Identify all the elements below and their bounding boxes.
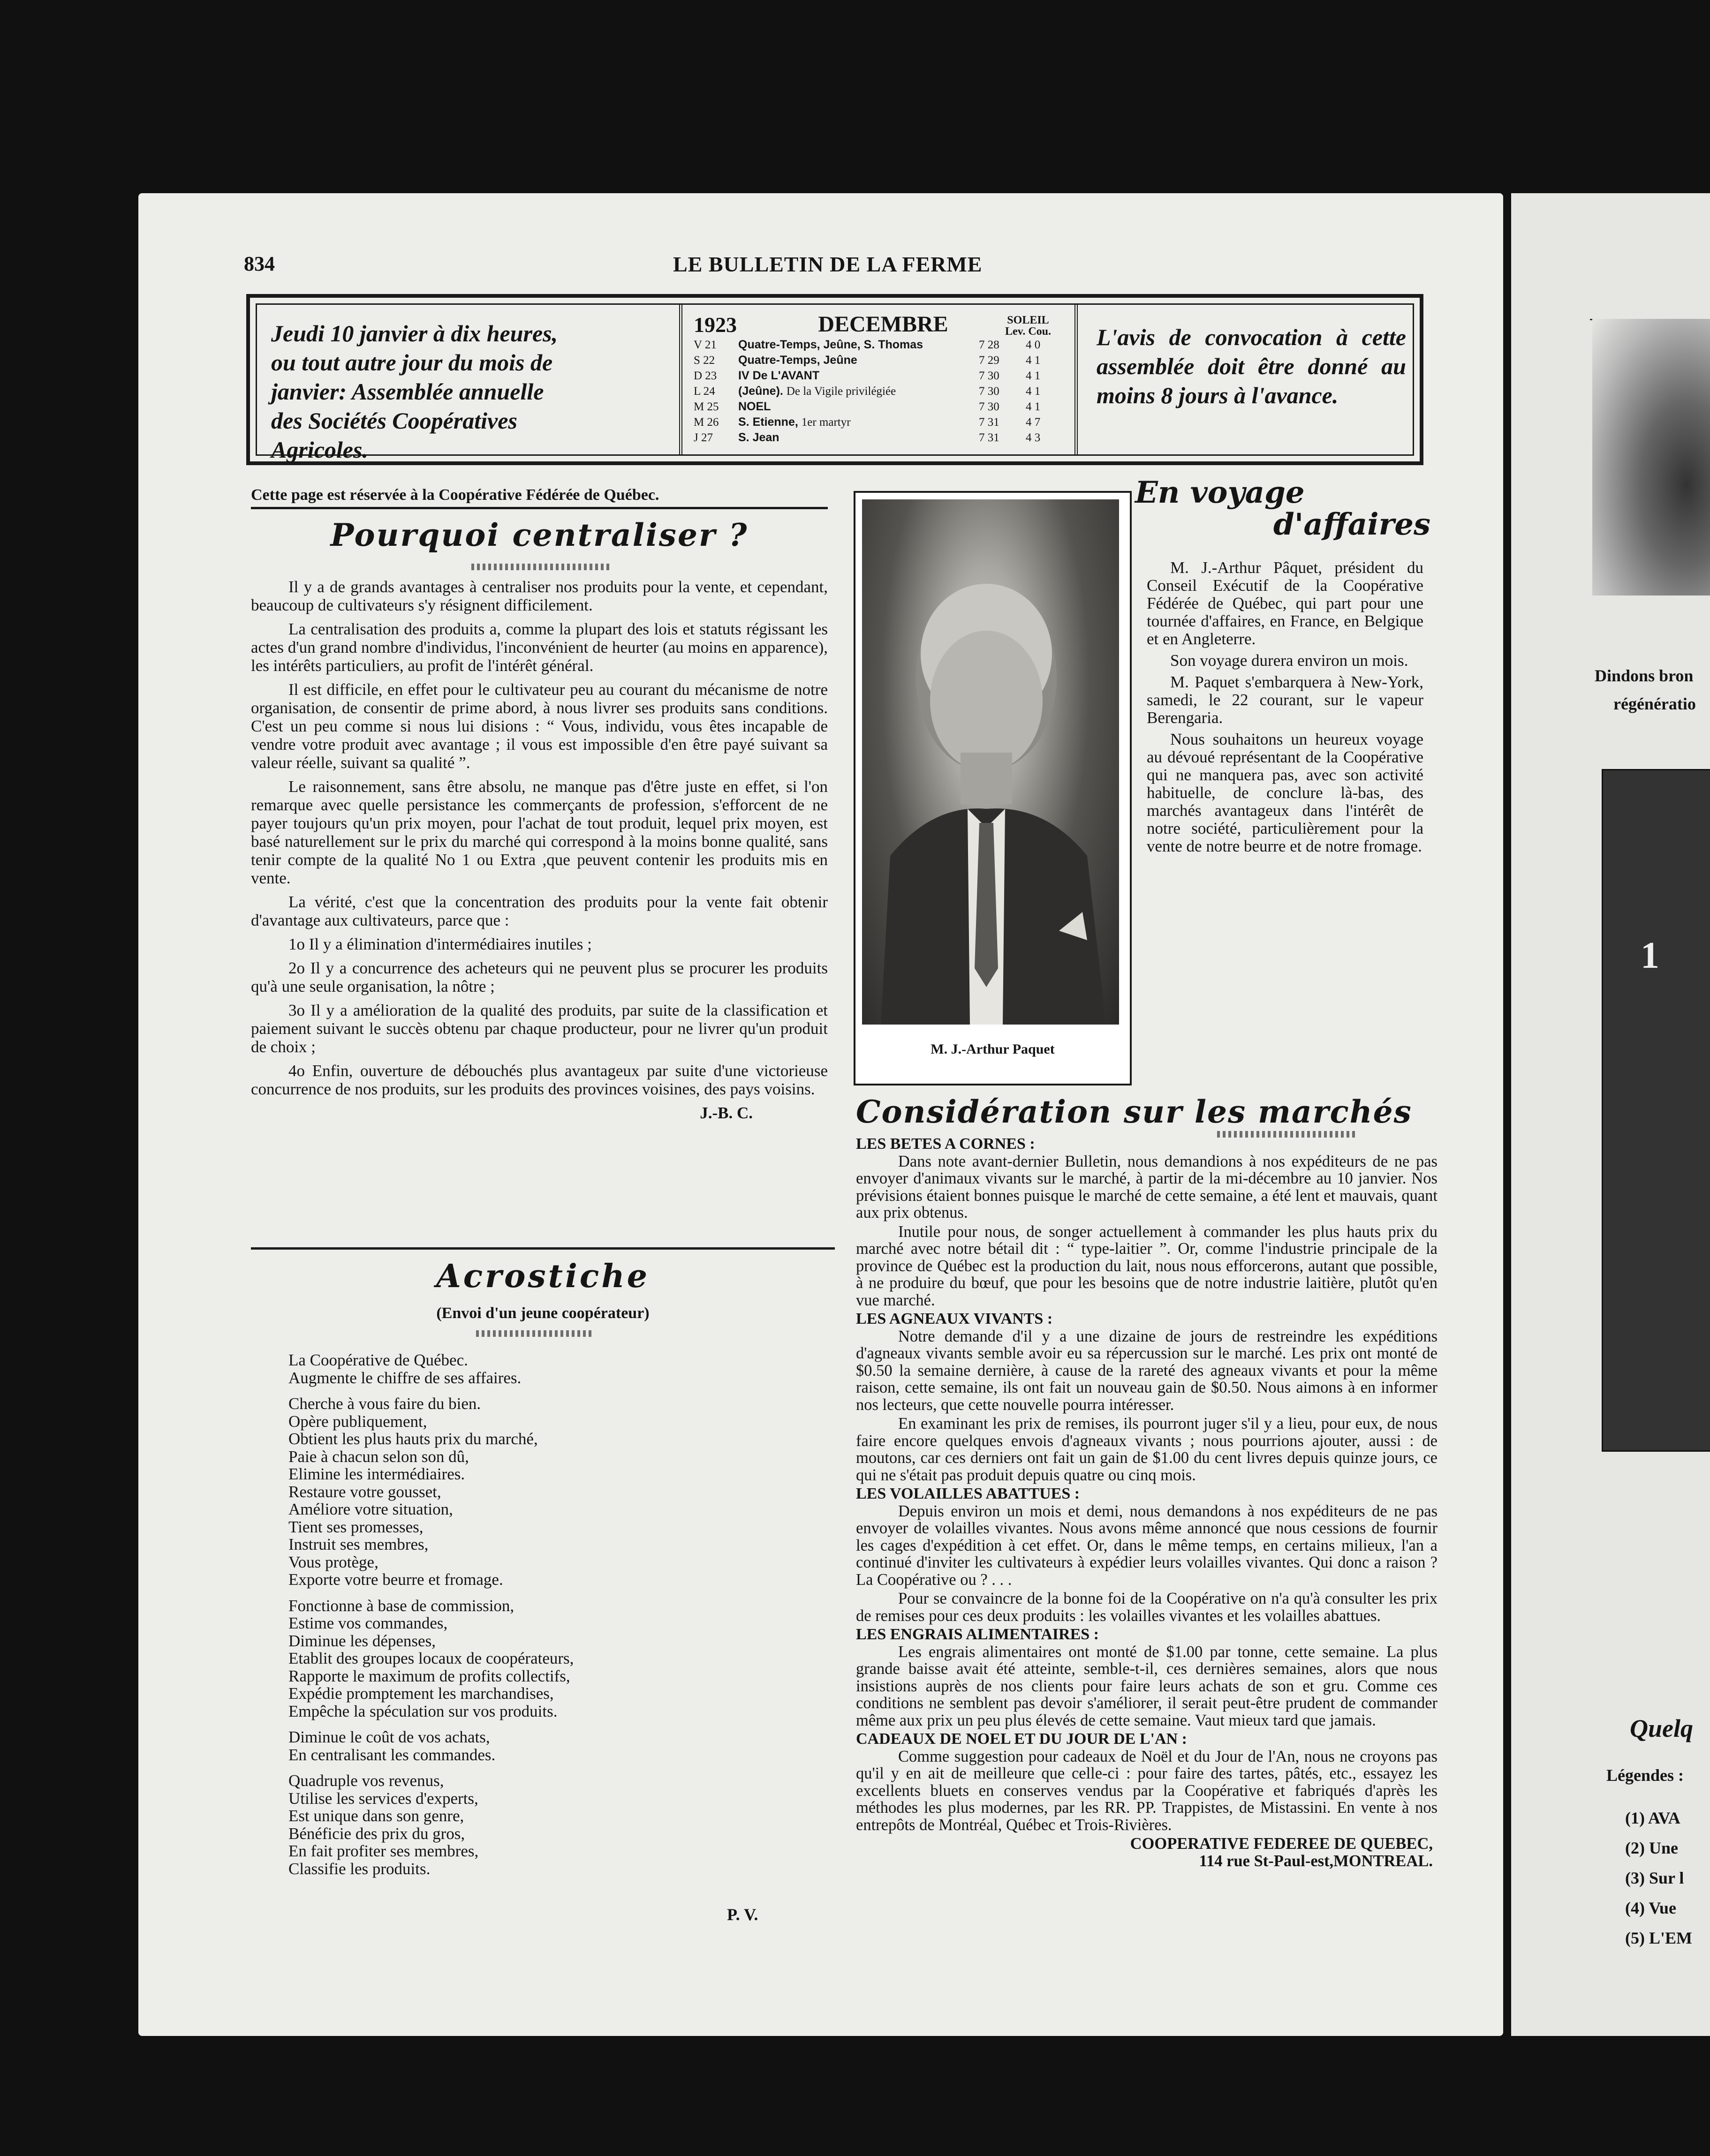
calendar-row [694, 430, 1063, 445]
poem-line: Elimine les intermédiaires. [288, 1465, 465, 1483]
calendar-feast-name: Quatre-Temps, Jeûne [738, 354, 857, 367]
calendar-feast [738, 399, 979, 415]
voyage-paragraph: M. Paquet s'embarquera à New-York, samedi, le 22 courant, sur le vapeur Berengaria. [1147, 673, 1423, 727]
announcement-box-inner [256, 303, 1414, 463]
calendar-feast-name: S. Jean [738, 431, 779, 444]
calendar-feast-note: 1er martyr [801, 416, 851, 429]
calendar-row [694, 337, 1063, 353]
calendar-feast [738, 430, 979, 445]
portrait-figure [862, 499, 1119, 1025]
calendar-feast [738, 415, 979, 430]
adjacent-caption-line2: régénératio [1613, 694, 1696, 713]
market-paragraph: En examinant les prix de remises, ils pourront juger s'il y a lieu, pour eux, de nous faire encore quelques envois d'agneaux vivants ; nous pourrions ajouter, aussi : de moutons, car ces derniers ont fait un gain de $1.00 du cent livres depuis quinze jours, ce qui ne s'était pas produit depuis quatre ou cinq mois. [856, 1415, 1438, 1484]
publication-title: LE BULLETIN DE LA FERME [673, 252, 983, 276]
article-paragraph: Il est difficile, en effet pour le cultivateur peu au courant du mécanisme de notre organisation, de consentir de prime abord, à nous livrer ses produits sans conditions. C'est un peu comme si nous lui disions : “ Vous, individu, vous êtes incapable de vendre votre produit avec avantage ; il vous est impossible d'en être payé suivant sa valeur réelle, suivant sa qualité ”. [251, 680, 828, 772]
article-paragraph: Le raisonnement, sans être absolu, ne manque pas d'être juste en effet, si l'on remarque avec quelle persistance les commerçants de profession, s'efforcent de ne payer toujours qu'un prix moyen, pour l'achat de tout produit, lequel prix moyen, est basé naturellement sur le prix du marché qui correspond à la moins bonne qualité, sans tenir compte de la qualité No 1 ou Extra ,que peuvent contenir les produits mis en vente. [251, 777, 828, 887]
acrostiche-title: Acrostiche [436, 1258, 650, 1295]
calendar-sunset: 4 1 [1026, 354, 1041, 367]
page-number: 834 [244, 252, 275, 275]
calendar-sunset: 4 1 [1026, 400, 1041, 413]
turkey-illustration [1592, 319, 1710, 596]
acrostiche-signature: P. V. [727, 1905, 758, 1924]
poem-line: En centralisant les commandes. [288, 1745, 496, 1764]
calendar-day: M 25 [694, 400, 719, 413]
poem-line: Fonctionne à base de commission, [288, 1596, 515, 1615]
poem-line: Etablit des groupes locaux de coopérateurs, [288, 1649, 574, 1667]
poem-line: Tient ses promesses, [288, 1517, 424, 1536]
poem-stanza [288, 1772, 804, 1877]
article-paragraph: Il y a de grands avantages à centraliser nos produits pour la vente, et cependant, beaucoup de cultivateurs s'y résignent difficilement. [251, 578, 828, 614]
portrait-caption: M. J.-Arthur Paquet [931, 1041, 1055, 1057]
legend-item: (5) L'EM [1625, 1929, 1692, 1947]
poem-line: Diminue le coût de vos achats, [288, 1728, 490, 1746]
portrait-photo [854, 491, 1132, 1086]
poem-stanza [288, 1597, 804, 1720]
poem-stanza [288, 1395, 804, 1589]
acrostiche-subtitle: (Envoi d'un jeune coopérateur) [436, 1304, 650, 1322]
calendar-day: S 22 [694, 354, 715, 367]
calendar-sunset: 4 3 [1026, 431, 1041, 444]
calendar-year: 1923 [694, 313, 737, 337]
calendar-feast [738, 337, 979, 353]
calendar-sunrise: 7 30 [979, 369, 999, 382]
calendar-feast [738, 384, 979, 399]
market-paragraph: Les engrais alimentaires ont monté de $1.00 par tonne, cette semaine. La plus grande baisse avait été atteinte, semble-t-il, ces dernières semaines, alors que nous insistions auprès de nos clients pour faire leurs achats de son et gru. Comme ces conditions ne semblent pas devoir s'améliorer, il serait peut-être prudent de commander même aux prix un peu plus élevés de cette semaine. Vaut mieux tard que jamais. [856, 1643, 1438, 1729]
article-title-centraliser: Pourquoi centraliser ? [330, 517, 749, 553]
calendar-row [694, 368, 1063, 384]
poem-line: Opère publiquement, [288, 1412, 427, 1431]
calendar-month: DECEMBRE [818, 312, 948, 337]
calendar-header [694, 311, 1063, 337]
poem-line: Augmente le chiffre de ses affaires. [288, 1368, 522, 1387]
article-paragraph: 4o Enfin, ouverture de débouchés plus avantageux par suite d'une victorieuse concurrence de nos produits, sur les produits des provinces voisines, des pays voisins. [251, 1062, 828, 1098]
title-ornament [471, 564, 612, 570]
calendar-feast [738, 368, 979, 384]
poem-line: Quadruple vos revenus, [288, 1772, 444, 1790]
poem-line: Cherche à vous faire du bien. [288, 1395, 481, 1413]
calendar-day: L 24 [694, 385, 715, 398]
article-paragraph: La centralisation des produits a, comme la plupart des lois et statuts régissant les actes d'un grand nombre d'individus, l'inconvénient de heurter (au moins en apparence), les intérêts particuliers, au profit de l'intérêt général. [251, 620, 828, 675]
article-paragraph: 3o Il y a amélioration de la qualité des produits, par suite de la classification et paiement suivant le succès obtenu par chaque producteur, pour ne livrer qu'un produit de choix ; [251, 1001, 828, 1056]
poem-line: Améliore votre situation, [288, 1500, 453, 1518]
convocation-notice: L'avis de convocation à cette assemblée doit être donné au moins 8 jours à l'avance. [1097, 324, 1406, 408]
calendar-row [694, 399, 1063, 415]
marches-article [856, 1136, 1438, 1870]
adjacent-photo-strip [1602, 769, 1710, 1452]
cooperative-address: 114 rue St-Paul-est,MONTREAL. [1199, 1852, 1433, 1870]
voyage-title [1135, 477, 1430, 541]
voyage-article [1147, 559, 1423, 859]
market-paragraph: Dans note avant-dernier Bulletin, nous demandions à nos expéditeurs de ne pas envoyer d'animaux vivants sur le marché, à partir de la mi-décembre au 10 janvier. Nos prévisions étaient bonnes puisque le marché de cette semaine, a été lent et mauvais, quant aux prix obtenus. [856, 1152, 1438, 1221]
legend-item: (4) Vue [1625, 1899, 1677, 1917]
portrait-image [862, 499, 1119, 1025]
acrostiche-ornament [476, 1330, 593, 1337]
poem-line: Vous protège, [288, 1553, 378, 1571]
poem-line: Classifie les produits. [288, 1859, 431, 1878]
legend-item: (3) Sur l [1625, 1869, 1684, 1887]
market-section-heading: LES ENGRAIS ALIMENTAIRES : [856, 1626, 1099, 1643]
market-paragraph: Inutile pour nous, de songer actuellement à commander les plus hauts prix du marché avec notre bétail dit : “ type-laitier ”. Or, comme l'industrie principale de la province de Québec est la production du lait, nous nous efforcerons, autant que possible, à ne produire du bœuf, que pour les besoins que de notre industrie laitière, plutôt qu'en vue marché. [856, 1222, 1438, 1309]
market-paragraph: Depuis environ un mois et demi, nous demandons à nos expéditeurs de ne pas envoyer de volailles vivantes. Nous avons même annoncé que nous cessions de fournir les cages d'expédition à cet effet. Or, dans le même temps, en certains milieux, l'an a continué d'inviter les cultivateurs à expédier leurs volailles vivantes. Qui donc a raison ? La Coopérative ou ? . . . [856, 1502, 1438, 1589]
calendar-box [679, 305, 1078, 454]
poem-line: Instruit ses membres, [288, 1535, 429, 1553]
poem-stanza [288, 1728, 804, 1764]
legend-label: Légendes : [1606, 1766, 1684, 1785]
marches-title: Considération sur les marchés [856, 1093, 1412, 1130]
section-divider [251, 1247, 835, 1250]
calendar-row [694, 415, 1063, 430]
voyage-paragraph: Nous souhaitons un heureux voyage au dévoué représentant de la Coopérative qui ne manquera pas, avec son activité habituelle, de conclure là-bas, des marchés avantageux dans l'intérêt de notre société, particulièrement pour la vente de notre beurre et de notre fromage. [1147, 730, 1423, 855]
calendar-sunset: 4 7 [1026, 416, 1041, 429]
sun-columns: Lev. Cou. [1005, 325, 1051, 338]
poem-line: Exporte votre beurre et fromage. [288, 1570, 503, 1589]
poem-line: Restaure votre gousset, [288, 1482, 441, 1501]
market-section-heading: CADEAUX DE NOEL ET DU JOUR DE L'AN : [856, 1730, 1187, 1748]
announcement-box [246, 294, 1423, 465]
market-section-heading: LES VOLAILLES ABATTUES : [856, 1485, 1080, 1502]
adjacent-section-title: Quelq [1630, 1714, 1693, 1742]
poem-line: Est unique dans son genre, [288, 1807, 464, 1825]
article-centraliser-body [251, 578, 828, 1098]
cooperative-name: COOPERATIVE FEDEREE DE QUEBEC, [1130, 1835, 1433, 1853]
voyage-paragraph: Son voyage durera environ un mois. [1170, 651, 1408, 670]
market-paragraph: Comme suggestion pour cadeaux de Noël et du Jour de l'An, nous ne croyons pas qu'il y en ait de meilleure que celle-ci : pour faire des tartes, pâtés, etc., essayez les excellents bluets en conserves vendus par la Coopérative et fabriqués d'après les méthodes les plus modernes, par les RR. PP. Trappistes, de Mistassini. En vente à nos entrepôts de Montréal, Québec et Trois-Rivières. [856, 1747, 1438, 1834]
poem-line: Utilise les services d'experts, [288, 1789, 478, 1808]
calendar-day: M 26 [694, 416, 719, 429]
calendar-rows [694, 337, 1063, 445]
calendar-sunrise: 7 29 [979, 354, 999, 367]
calendar-day: J 27 [694, 431, 713, 444]
poem-line: La Coopérative de Québec. [288, 1351, 468, 1369]
acrostiche-poem [288, 1351, 804, 1886]
adjacent-caption-line1: Dindons bron [1595, 666, 1694, 685]
calendar-feast [738, 353, 979, 368]
article-paragraph: 1o Il y a élimination d'intermédiaires inutiles ; [288, 935, 592, 953]
poem-line: Expédie promptement les marchandises, [288, 1684, 554, 1703]
voyage-title-line1: En voyage [1135, 475, 1305, 510]
calendar-row [694, 353, 1063, 368]
calendar-sunrise: 7 31 [979, 416, 999, 429]
legend-item: (2) Une [1625, 1839, 1678, 1857]
calendar-feast-name: Quatre-Temps, Jeûne, S. Thomas [738, 338, 923, 351]
calendar-sunset: 4 0 [1026, 339, 1041, 351]
calendar-feast-name: (Jeûne). [738, 384, 783, 398]
calendar-day: D 23 [694, 369, 717, 382]
market-paragraph: Notre demande d'il y a une dizaine de jours de restreindre les expéditions d'agneaux vivants semble avoir eu sa répercussion sur le marché. Les prix ont monté de $0.50 la semaine dernière, à cause de la rareté des agneaux vivants et pour la même raison, cette semaine, ils ont fait un nouveau gain de $0.50. Nous aimons à en informer nos lecteurs, que cette nouvelle pourra intéresser. [856, 1327, 1438, 1414]
voyage-paragraph: M. J.-Arthur Pâquet, président du Conseil Exécutif de la Coopérative Fédérée de Québec, qui part pour une tournée d'affaires, en France, en Belgique et en Angleterre. [1147, 558, 1423, 648]
marches-sections [856, 1136, 1438, 1833]
calendar-sunrise: 7 30 [979, 400, 999, 413]
poem-line: Empêche la spéculation sur vos produits. [288, 1702, 558, 1720]
article-signature: J.-B. C. [700, 1104, 753, 1122]
legend-list [1625, 1803, 1692, 1953]
calendar-row [694, 384, 1063, 399]
calendar-sunrise: 7 28 [979, 339, 999, 351]
calendar-feast-note: De la Vigile privilégiée [786, 385, 896, 398]
calendar-sunset: 4 1 [1026, 369, 1041, 382]
voyage-title-line2: d'affaires [1273, 507, 1430, 542]
poem-line: Estime vos commandes, [288, 1614, 448, 1632]
calendar-sunrise: 7 31 [979, 431, 999, 444]
calendar-sunset: 4 1 [1026, 385, 1041, 398]
calendar-sun-header [993, 315, 1063, 337]
poem-line: En fait profiter ses membres, [288, 1842, 479, 1860]
poem-line: Paie à chacun selon son dû, [288, 1447, 469, 1466]
sun-label: SOLEIL [1007, 314, 1049, 326]
poem-line: Obtient les plus hauts prix du marché, [288, 1430, 538, 1448]
article-centraliser [251, 578, 828, 1128]
market-paragraph: Pour se convaincre de la bonne foi de la Coopérative on n'a qu'à consulter les prix de remises pour ces deux produits : les volailles vivantes et les volailles abattues. [856, 1590, 1438, 1625]
calendar-feast-name: S. Etienne, [738, 415, 798, 429]
poem-line: Rapporte le maximum de profits collectifs, [288, 1666, 570, 1685]
calendar-day: V 21 [694, 339, 717, 351]
poem-line: Diminue les dépenses, [288, 1631, 436, 1650]
poem-line: Bénéficie des prix du gros, [288, 1824, 465, 1843]
market-section-heading: LES AGNEAUX VIVANTS : [856, 1310, 1053, 1327]
market-section-heading: LES BETES A CORNES : [856, 1135, 1035, 1153]
calendar-feast-name: NOEL [738, 400, 771, 413]
article-paragraph: 2o Il y a concurrence des acheteurs qui ne peuvent plus se procurer les produits qu'à une seule organisation, la nôtre ; [251, 959, 828, 995]
photo-number: 1 [1641, 935, 1659, 976]
calendar-sunrise: 7 30 [979, 385, 999, 398]
newspaper-page [138, 193, 1503, 2036]
poem-stanza [288, 1351, 804, 1387]
article-paragraph: La vérité, c'est que la concentration des produits pour la vente fait obtenir d'avantage aux cultivateurs, parce que : [251, 893, 828, 929]
meeting-announcement: Jeudi 10 janvier à dix heures, ou tout autre jour du mois de janvier: Assemblée annuelle des Sociétés Coopératives Agricoles. [271, 320, 558, 463]
legend-item: (1) AVA [1625, 1809, 1680, 1827]
calendar-feast-name: IV De L'AVANT [738, 369, 820, 382]
reserved-line: Cette page est réservée à la Coopérative Fédérée de Québec. [251, 486, 828, 509]
